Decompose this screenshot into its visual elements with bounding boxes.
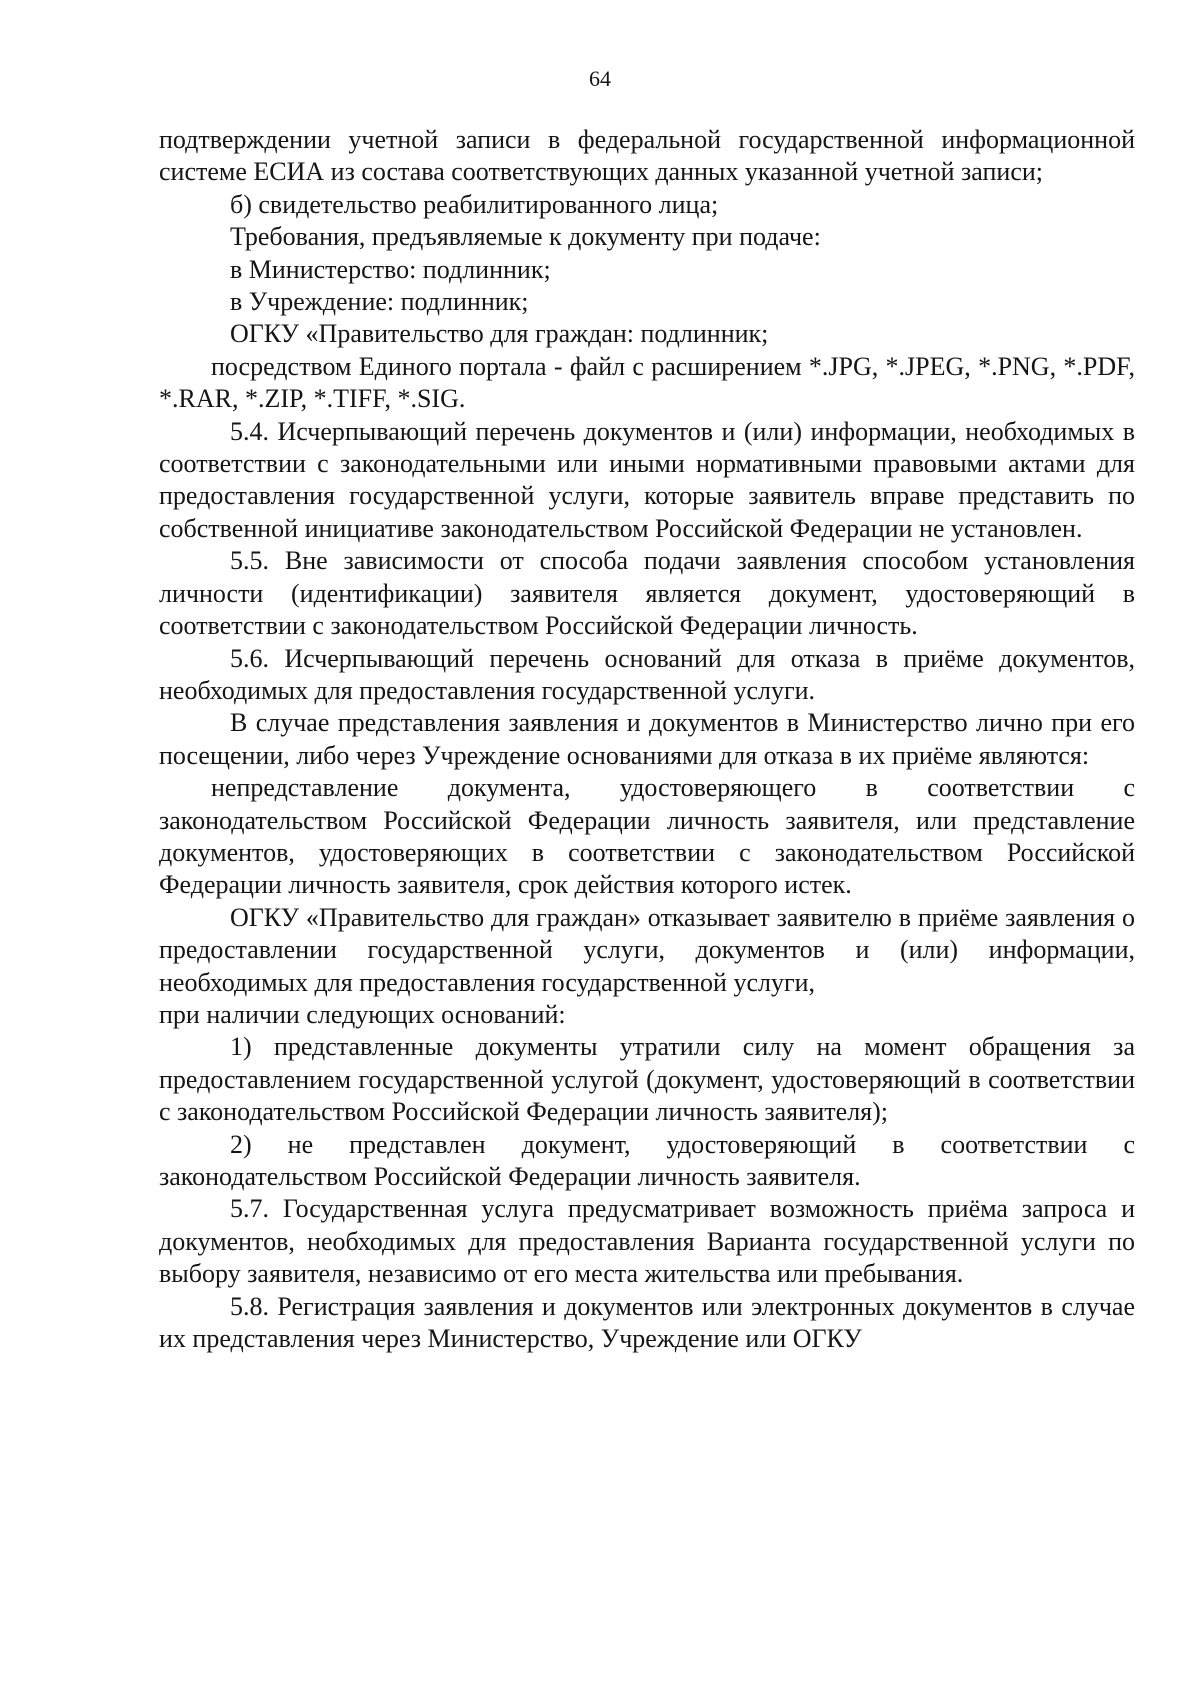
paragraph-ground-2: 2) не представлен документ, удостоверяющий в соответствии с законодательством Российской Федерации личность заявителя. [159,1129,1135,1191]
paragraph-section-5-5: 5.5. Вне зависимости от способа подачи заявления способом установления личности (идентификации) заявителя является документ, удостоверяющий в соответствии с законодательством Российской Федерации личность. [159,546,1135,641]
paragraph-esia-account: подтверждении учетной записи в федеральной государственной информационной системе ЕСИА из состава соответствующих данных указанной учетной записи; [159,125,1135,187]
paragraph-ogku-refusal: ОГКУ «Правительство для граждан» отказывает заявителю в приёме заявления о предоставлении государственной услуги, документов и (или) информации, необходимых для предоставления государственной услуги, [159,902,1135,997]
paragraph-institution-original: в Учреждение: подлинник; [230,287,529,317]
page-number: 64 [589,66,611,91]
paragraph-section-5-4: 5.4. Исчерпывающий перечень документов и (или) информации, необходимых в соответствии с законодательными или иными нормативными правовыми актами для предоставления государственной услуги, которые заявитель вправе представить по собственной инициативе законодательством Российской Федерации не установлен. [159,416,1135,543]
paragraph-ministry-original: в Министерство: подлинник; [230,254,551,284]
paragraph-non-submission: непредставление документа, удостоверяющего в соответствии с законодательством Российской Федерации личность заявителя, или представление документов, удостоверяющих в соответствии с законодательством Российской Федерации личность заявителя, срок действия которого истек. [159,773,1135,900]
paragraph-section-5-7: 5.7. Государственная услуга предусматривает возможность приёма запроса и документов, необходимых для предоставления Варианта государственной услуги по выбору заявителя, независимо от его места жительства или пребывания. [159,1194,1135,1289]
paragraph-portal-file-formats: посредством Единого портала - файл с расширением *.JPG, *.JPEG, *.PNG, *.PDF, *.RAR, *.ZIP, *.TIFF, *.SIG. [159,351,1135,414]
paragraph-rehabilitation-certificate: б) свидетельство реабилитированного лица; [230,189,719,219]
paragraph-refusal-in-person: В случае представления заявления и документов в Министерство лично при его посещении, либо через Учреждение основаниями для отказа в их приёме являются: [159,708,1135,770]
paragraph-document-requirements: Требования, предъявляемые к документу при подаче: [230,222,821,252]
paragraph-ground-1: 1) представленные документы утратили силу на момент обращения за предоставлением государственной услугой (документ, удостоверяющий в соответствии с законодательством Российской Федерации личность заявителя); [159,1032,1135,1127]
document-body [159,124,1135,1355]
paragraph-section-5-8: 5.8. Регистрация заявления и документов или электронных документов в случае их представления через Министерство, Учреждение или ОГКУ [159,1291,1135,1354]
paragraph-grounds-intro: при наличии следующих оснований: [159,999,566,1029]
paragraph-section-5-6: 5.6. Исчерпывающий перечень оснований для отказа в приёме документов, необходимых для предоставления государственной услуги. [159,643,1135,705]
paragraph-ogku-original: ОГКУ «Правительство для граждан: подлинник; [230,319,769,349]
